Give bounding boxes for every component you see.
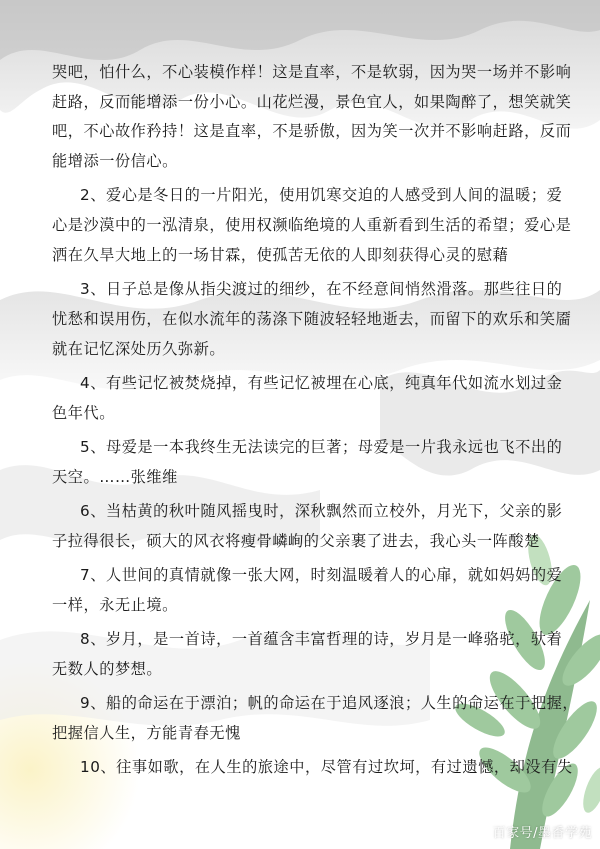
text-line: 哭吧，怕什么，不心装模作样！这是直率，不是软弱，因为哭一场并不影响 xyxy=(52,63,572,81)
text-line: 忧愁和误用伤，在似水流年的荡涤下随波轻轻地逝去，而留下的欢乐和笑靥 xyxy=(52,310,572,328)
text-line: 色年代。 xyxy=(52,404,115,422)
text-line: 3、日子总是像从指尖渡过的细纱，在不经意间悄然滑落。那些往日的 xyxy=(80,280,563,298)
text-line: 10、往事如歌，在人生的旅途中，尽管有过坎坷，有过遗憾，却没有失 xyxy=(80,758,573,776)
text-line: 能增添一份信心。 xyxy=(52,152,178,170)
text-line: 9、船的命运在于漂泊；帆的命运在于追风逐浪；人生的命运在于把握， xyxy=(80,694,579,712)
text-line: 天空。……张维维 xyxy=(52,468,178,486)
text-line: 无数人的梦想。 xyxy=(52,660,163,678)
text-line: 就在记忆深处历久弥新。 xyxy=(52,340,226,358)
watermark: 百家号/墨香学苑 xyxy=(492,826,592,841)
text-line: 洒在久旱大地上的一场甘霖，使孤苦无依的人即刻获得心灵的慰藉 xyxy=(52,246,509,264)
text-line: 5、母爱是一本我终生无法读完的巨著；母爱是一片我永远也飞不出的 xyxy=(80,438,563,456)
text-line: 7、人世间的真情就像一张大网，时刻温暖着人的心扉，就如妈妈的爱 xyxy=(80,566,563,584)
text-line: 赶路，反而能增添一份小心。山花烂漫，景色宜人，如果陶醉了，想笑就笑 xyxy=(52,93,572,111)
text-line: 吧，不心故作矜持！这是直率，不是骄傲，因为笑一次并不影响赶路，反而 xyxy=(52,122,572,140)
text-line: 子拉得很长，硕大的风衣将瘦骨嶙峋的父亲裹了进去，我心头一阵酸楚 xyxy=(52,532,540,550)
text-line: 4、有些记忆被焚烧掉，有些记忆被埋在心底，纯真年代如流水划过金 xyxy=(80,374,563,392)
text-line: 一样，永无止境。 xyxy=(52,596,178,614)
text-line: 把握信人生，方能青春无愧 xyxy=(52,724,241,742)
text-line: 心是沙漠中的一泓清泉，使用权濒临绝境的人重新看到生活的希望；爱心是 xyxy=(52,216,572,234)
text-line: 2、爱心是冬日的一片阳光，使用饥寒交迫的人感受到人间的温暖；爱 xyxy=(80,186,563,204)
text-line: 6、当枯黄的秋叶随风摇曳时，深秋飘然而立校外，月光下，父亲的影 xyxy=(80,502,563,520)
text-line: 8、岁月，是一首诗，一首蕴含丰富哲理的诗，岁月是一峰骆驼，驮着 xyxy=(80,630,563,648)
